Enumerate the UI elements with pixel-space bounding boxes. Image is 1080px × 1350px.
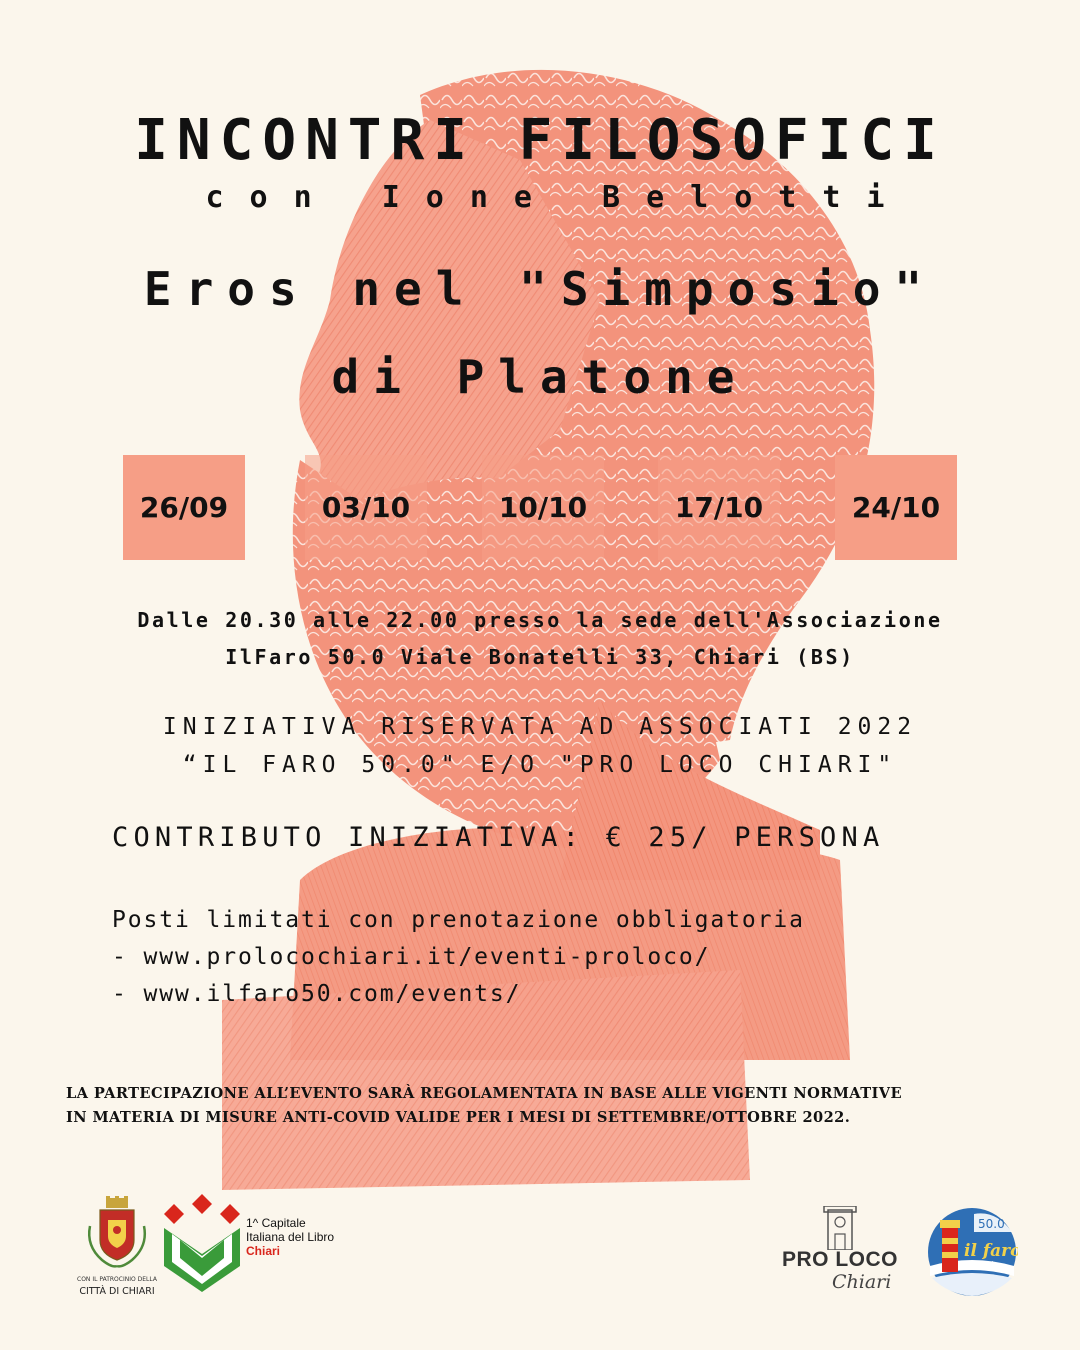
capitale-libro-text [246,1216,334,1258]
date-badge: 10/10 [482,455,604,560]
city-of-chiari-logo [72,1196,162,1296]
proloco-sub-text: Chiari [832,1271,892,1293]
book-icon [160,1192,244,1294]
faro-number: 50.0 [978,1217,1005,1231]
booking-link-proloco[interactable]: - www.prolocochiari.it/eventi-proloco/ [112,944,711,970]
reserved-line-2: “IL FARO 50.0" E/O "PRO LOCO CHIARI" [182,752,898,778]
book-line-2: Italiana del Libro [246,1230,335,1244]
topic-line-2: di Platone [331,350,749,404]
coat-of-arms-icon [72,1196,162,1274]
date-badge: 26/09 [123,455,245,560]
faro-sub: odv [986,1261,998,1268]
city-name: CITTÀ DI CHIARI [79,1286,155,1297]
ilfaro-logo [926,1206,1018,1298]
date-badge: 24/10 [835,455,957,560]
proloco-chiari-logo [762,1206,918,1296]
faro-name: il faro [964,1241,1018,1261]
reserved-line-1: INIZIATIVA RISERVATA AD ASSOCIATI 2022 [162,714,918,740]
book-line-1: 1^ Capitale [246,1216,306,1230]
venue-address-line: IlFaro 50.0 Viale Bonatelli 33, Chiari (BS) [225,645,855,669]
notice-line-2: IN MATERIA DI MISURE ANTI-COVID VALIDE PER I MESI DI SETTEMBRE/OTTOBRE 2022. [66,1109,851,1126]
date-badge: 17/10 [658,455,780,560]
booking-link-ilfaro[interactable]: - www.ilfaro50.com/events/ [112,981,522,1007]
capitale-libro-logo [160,1192,360,1294]
venue-info [0,602,1080,676]
lighthouse-icon [926,1206,1018,1298]
book-line-3: Chiari [246,1244,281,1258]
dates-row [0,455,1080,560]
booking-info [112,902,1012,1013]
contribution-fee: CONTRIBUTO INIZIATIVA: € 25/ PERSONA [112,822,885,853]
covid-notice [66,1082,1026,1130]
booking-intro: Posti limitati con prenotazione obbligatoria [112,907,805,933]
tower-icon [762,1206,918,1250]
reserved-notice [40,708,1040,784]
notice-line-1: LA PARTECIPAZIONE ALL’EVENTO SARÀ REGOLAMENTATA IN BASE ALLE VIGENTI NORMATIVE [66,1085,902,1102]
proloco-main-text: PRO LOCO [781,1248,898,1271]
topic-line-1: Eros nel "Simposio" [143,262,937,316]
page-title: INCONTRI FILOSOFICI [134,108,946,173]
city-patronage-caption: CON IL PATROCINIO DELLA [77,1276,157,1283]
speaker-subtitle: con Ione Belotti [205,180,911,215]
date-badge: 03/10 [305,455,427,560]
venue-time-line: Dalle 20.30 alle 22.00 presso la sede dell'Associazione [137,608,943,632]
